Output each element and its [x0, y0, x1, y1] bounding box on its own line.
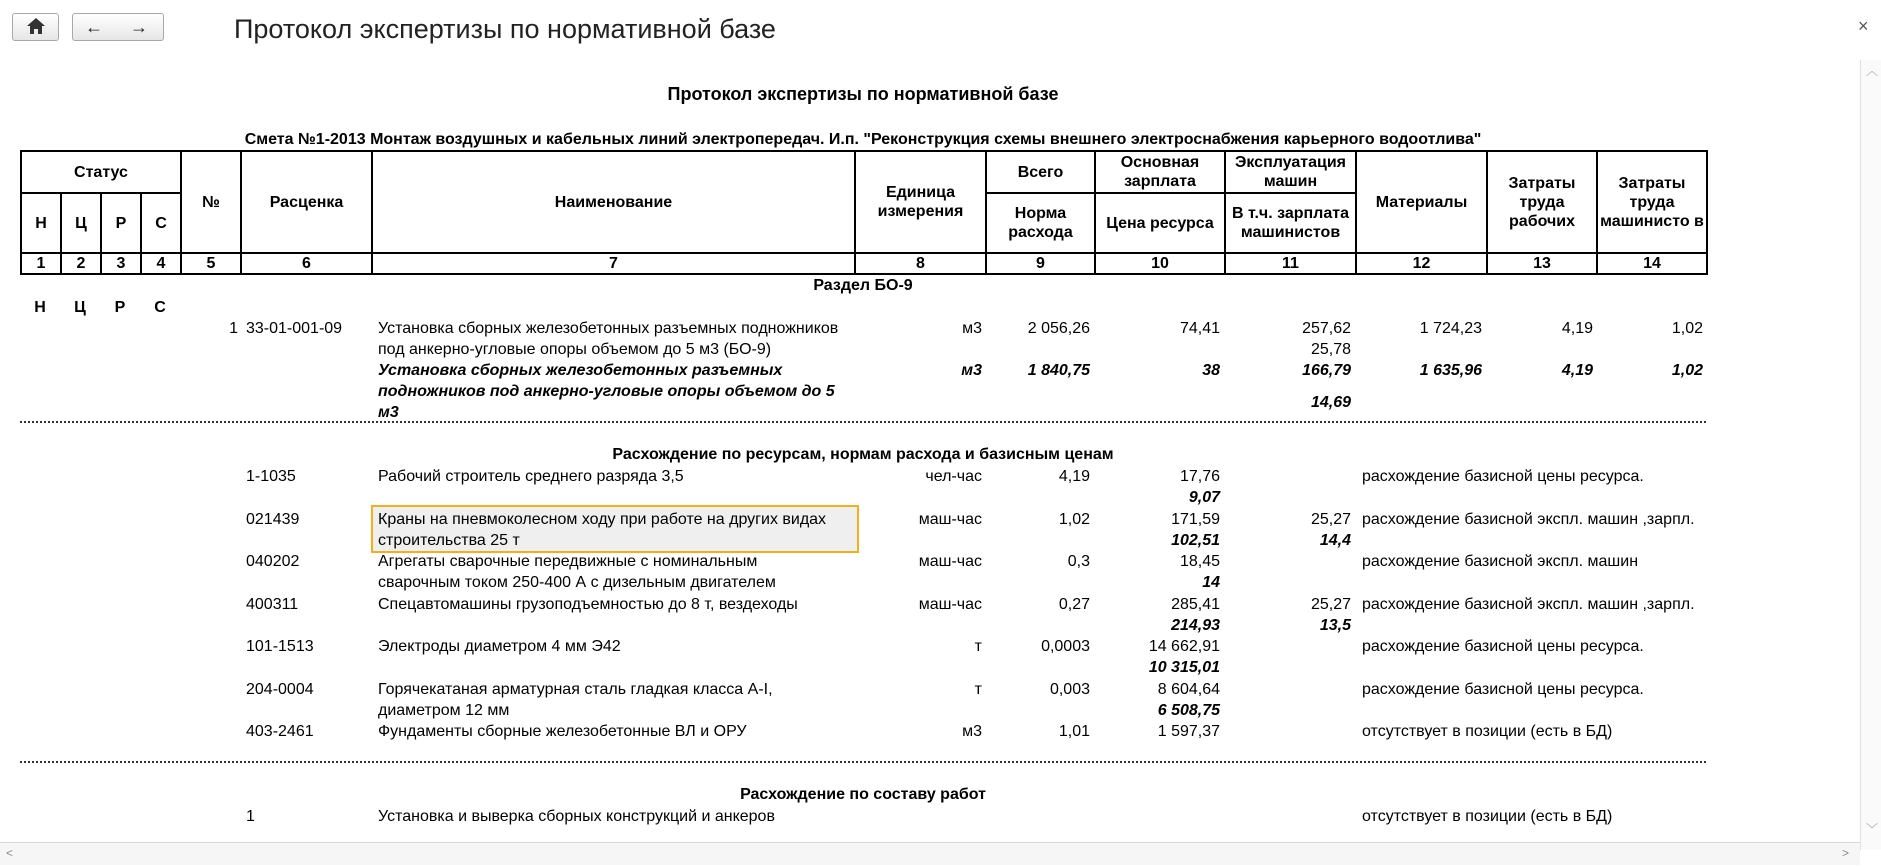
resource-unit: т	[974, 638, 982, 655]
resource-note: расхождение базисной экспл. машин ,зарпл.	[1362, 511, 1695, 528]
position-name-line1: Установка сборных железобетонных разъемных подножников	[378, 320, 839, 337]
resource-unit: маш-час	[918, 511, 982, 528]
resource-price: 285,41	[1171, 596, 1220, 613]
nav-buttons	[72, 13, 164, 41]
work-name: Установка и выверка сборных конструкций и анкеров	[378, 808, 775, 825]
resource-unit: м3	[962, 723, 982, 740]
scroll-up-icon[interactable]: ︿	[1866, 64, 1879, 78]
resource-mach-b: 14,4	[1319, 532, 1351, 549]
resource-code: 1-1035	[246, 468, 296, 485]
window-title: Протокол экспертизы по нормативной базе	[234, 14, 776, 44]
position-bold-machines-salary: 14,69	[1310, 394, 1351, 411]
resource-code: 204-0004	[246, 681, 314, 698]
resource-unit: маш-час	[918, 553, 982, 570]
resource-mach: 25,27	[1310, 511, 1351, 528]
resource-note: расхождение базисной экспл. машин ,зарпл.	[1362, 596, 1695, 613]
position-num: 1	[229, 320, 238, 337]
header-status-s: С	[141, 193, 181, 253]
resource-norm: 0,3	[1067, 553, 1090, 570]
resource-name1: Электроды диаметром 4 мм Э42	[378, 638, 621, 655]
resource-code: 101-1513	[246, 638, 314, 655]
col-number: 8	[855, 253, 986, 274]
header-price: Цена ресурса	[1095, 193, 1225, 253]
status-row-s: С	[154, 299, 166, 316]
header-labor-workers: Затраты труда рабочих	[1487, 151, 1597, 253]
header-name: Наименование	[372, 151, 855, 253]
resources-title: Расхождение по ресурсам, нормам расхода и базисным ценам	[612, 446, 1114, 463]
header-status: Статус	[21, 151, 181, 193]
resource-price: 17,76	[1179, 468, 1220, 485]
resource-name2: диаметром 12 мм	[378, 702, 510, 719]
position-bold-name-line2: подножников под анкерно-угловые опоры объемом до 5	[378, 383, 835, 400]
position-labor-workers: 4,19	[1561, 320, 1593, 337]
resource-price: 1 597,37	[1157, 723, 1220, 740]
resource-price: 14 662,91	[1148, 638, 1220, 655]
header-table	[20, 150, 1708, 275]
resource-norm: 0,27	[1058, 596, 1090, 613]
position-unit: м3	[962, 320, 982, 337]
col-number: 4	[141, 253, 181, 274]
header-labor-machinists: Затраты труда машинисто в	[1597, 151, 1707, 253]
position-bold-labor-machinists: 1,02	[1671, 362, 1703, 379]
position-name-line2: под анкерно-угловые опоры объемом до 5 м3 (БО-9)	[378, 341, 772, 358]
header-incl-salary: В т.ч. зарплата машинистов	[1225, 193, 1356, 253]
col-number: 14	[1597, 253, 1707, 274]
status-row-n: Н	[34, 299, 46, 316]
resource-price: 171,59	[1171, 511, 1220, 528]
resource-unit: чел-час	[925, 468, 982, 485]
col-number: 13	[1487, 253, 1597, 274]
resource-note: расхождение базисной цены ресурса.	[1362, 638, 1644, 655]
resource-name2: сварочным током 250-400 А с дизельным двигателем	[378, 574, 776, 591]
position-total: 2 056,26	[1027, 320, 1090, 337]
resource-norm: 0,003	[1049, 681, 1090, 698]
home-button[interactable]	[12, 13, 59, 41]
col-number: 1	[21, 253, 61, 274]
position-bold-name-line1: Установка сборных железобетонных разъемных	[378, 362, 783, 379]
header-unit: Единица измерения	[855, 151, 986, 253]
col-number: 11	[1225, 253, 1356, 274]
header-norm: Норма расхода	[986, 193, 1095, 253]
separator	[20, 421, 1706, 423]
resource-price-b: 9,07	[1188, 489, 1220, 506]
works-title: Расхождение по составу работ	[740, 786, 986, 803]
position-labor-machinists: 1,02	[1671, 320, 1703, 337]
resource-name1: Агрегаты сварочные передвижные с номинальным	[378, 553, 758, 570]
separator	[20, 761, 1706, 763]
resource-name1: Спецавтомашины грузоподъемностью до 8 т, вездеходы	[378, 596, 798, 613]
document-title: Протокол экспертизы по нормативной базе	[667, 84, 1059, 104]
resource-name1: Рабочий строитель среднего разряда 3,5	[378, 468, 684, 485]
col-number: 3	[101, 253, 141, 274]
resource-code: 400311	[246, 596, 299, 613]
col-number: 10	[1095, 253, 1225, 274]
resource-price-b: 10 315,01	[1148, 659, 1220, 676]
header-status-r: Р	[101, 193, 141, 253]
header-num: №	[181, 151, 241, 253]
resource-note: отсутствует в позиции (есть в БД)	[1362, 723, 1613, 740]
header-total: Всего	[986, 151, 1095, 193]
resource-norm: 1,02	[1058, 511, 1090, 528]
position-rate: 33-01-001-09	[246, 320, 343, 337]
position-bold-name-line3: м3	[378, 404, 399, 421]
resource-unit: маш-час	[918, 596, 982, 613]
resource-price-b: 214,93	[1171, 617, 1220, 634]
resource-code: 021439	[246, 511, 300, 528]
resource-mach-b: 13,5	[1319, 617, 1351, 634]
position-bold-total: 1 840,75	[1027, 362, 1090, 379]
close-icon[interactable]: ×	[1858, 16, 1869, 36]
resource-name1: Фундаменты сборные железобетонные ВЛ и ОРУ	[378, 723, 747, 740]
resource-name2: строительства 25 т	[378, 532, 520, 549]
position-salary: 74,41	[1179, 320, 1220, 337]
resource-price-b: 6 508,75	[1157, 702, 1220, 719]
position-bold-salary: 38	[1202, 362, 1220, 379]
position-bold-machines: 166,79	[1302, 362, 1351, 379]
resource-code: 403-2461	[246, 723, 314, 740]
resource-price: 8 604,64	[1157, 681, 1220, 698]
forward-button[interactable]: →	[130, 17, 148, 37]
header-status-c: Ц	[61, 193, 101, 253]
smeta-title: Смета №1-2013 Монтаж воздушных и кабельных линий электропередач. И.п. "Реконструкция схемы внешнего электроснабжения карьерного водоотлива"	[244, 131, 1482, 148]
resource-name1: Горячекатаная арматурная сталь гладкая класса А-I,	[378, 681, 773, 698]
resource-price-b: 14	[1202, 574, 1220, 591]
resource-price: 18,45	[1179, 553, 1220, 570]
header-rate: Расценка	[241, 151, 372, 253]
section-title: Раздел БО-9	[813, 277, 913, 294]
resource-note: расхождение базисной цены ресурса.	[1362, 681, 1644, 698]
resource-unit: т	[974, 681, 982, 698]
position-materials: 1 724,23	[1419, 320, 1482, 337]
position-bold-labor-workers: 4,19	[1561, 362, 1593, 379]
resource-note: расхождение базисной цены ресурса.	[1362, 468, 1644, 485]
resource-norm: 0,0003	[1041, 638, 1090, 655]
col-number: 9	[986, 253, 1095, 274]
status-row-r: Р	[114, 299, 126, 316]
position-machines-salary: 25,78	[1310, 341, 1351, 358]
position-bold-unit: м3	[961, 362, 982, 379]
col-number: 6	[241, 253, 372, 274]
resource-norm: 4,19	[1058, 468, 1090, 485]
header-base-salary: Основная зарплата	[1095, 151, 1225, 193]
resource-note: расхождение базисной экспл. машин	[1362, 553, 1639, 570]
scroll-down-icon[interactable]: ﹀	[1866, 822, 1879, 836]
home-icon	[26, 17, 46, 45]
resource-name1: Краны на пневмоколесном ходу при работе на других видах	[378, 511, 827, 528]
position-bold-materials: 1 635,96	[1419, 362, 1482, 379]
col-number: 12	[1356, 253, 1487, 274]
work-note: отсутствует в позиции (есть в БД)	[1362, 808, 1613, 825]
scroll-left-icon[interactable]: <	[6, 846, 14, 860]
resource-price-b: 102,51	[1171, 532, 1220, 549]
position-machines: 257,62	[1302, 320, 1351, 337]
col-number: 2	[61, 253, 101, 274]
resource-code: 040202	[246, 553, 300, 570]
resource-mach: 25,27	[1310, 596, 1351, 613]
scroll-right-icon[interactable]: >	[1842, 846, 1850, 860]
col-number: 5	[181, 253, 241, 274]
work-code: 1	[246, 808, 255, 825]
status-row-c: Ц	[74, 299, 86, 316]
col-number: 7	[372, 253, 855, 274]
back-button[interactable]: ←	[85, 17, 103, 37]
horizontal-scrollbar[interactable]	[0, 842, 1860, 865]
resource-norm: 1,01	[1058, 723, 1090, 740]
header-status-n: Н	[21, 193, 61, 253]
header-machines: Эксплуатация машин	[1225, 151, 1356, 193]
header-materials: Материалы	[1356, 151, 1487, 253]
vertical-scrollbar[interactable]	[1860, 60, 1881, 850]
